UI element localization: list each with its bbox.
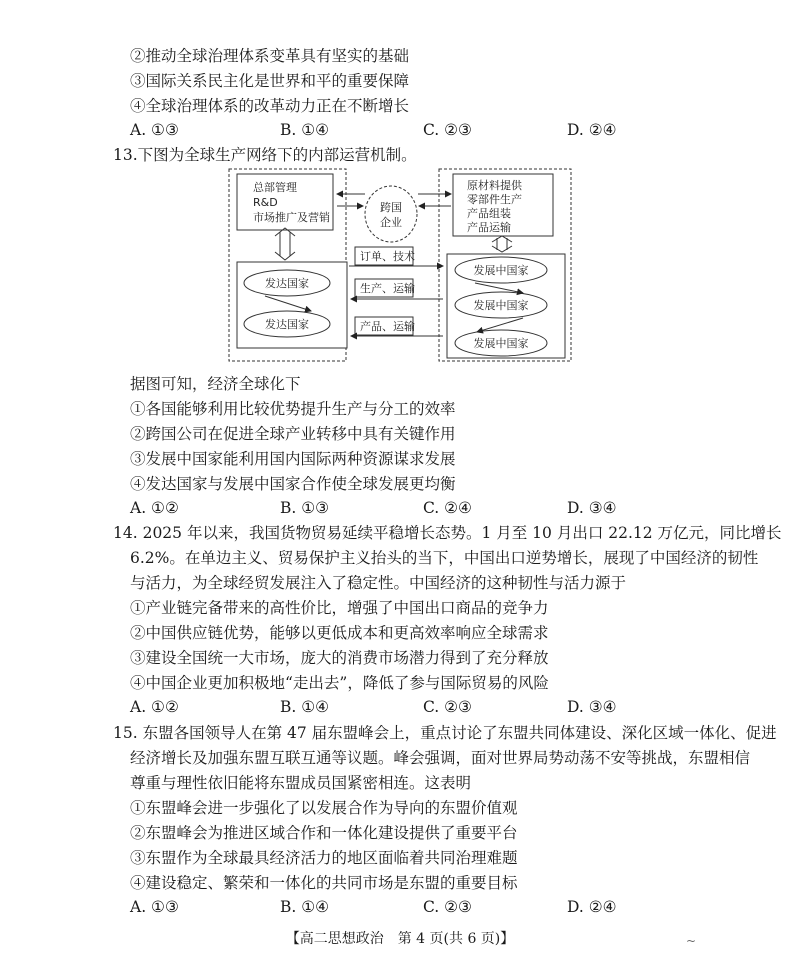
- q12-item-2: ②推动全球治理体系变革具有坚实的基础: [130, 47, 410, 65]
- q13-item-4: ④发达国家与发展中国家合作使全球发展更均衡: [130, 475, 456, 493]
- q14-option-a[interactable]: A. ①②: [130, 698, 179, 716]
- flow-label-2: 生产、运输: [360, 282, 415, 295]
- q15-stem-line-1: 15. 东盟各国领导人在第 47 届东盟峰会上，重点讨论了东盟共同体建设、深化区域一体化、促进: [113, 724, 777, 742]
- q14-option-c[interactable]: C. ②③: [423, 698, 472, 716]
- q14-stem-line-2: 6.2%。在单边主义、贸易保护主义抬头的当下，中国出口逆势增长，展现了中国经济的韧性: [130, 549, 759, 567]
- developed-label-1: 发达国家: [265, 277, 309, 290]
- flow-label-3: 产品、运输: [360, 320, 415, 333]
- q15-item-1: ①东盟峰会进一步强化了以发展合作为导向的东盟价值观: [130, 799, 518, 817]
- developing-label-2: 发展中国家: [473, 299, 529, 312]
- q13-item-2: ②跨国公司在促进全球产业转移中具有关键作用: [130, 425, 456, 443]
- q13-option-c[interactable]: C. ②④: [423, 499, 472, 517]
- q15-item-3: ③东盟作为全球最具经济活力的地区面临着共同治理难题: [130, 849, 518, 867]
- q15-option-c[interactable]: C. ②③: [423, 898, 472, 916]
- q15-options: [130, 898, 650, 918]
- q13-item-3: ③发展中国家能利用国内国际两种资源谋求发展: [130, 450, 456, 468]
- hq-line-1: 总部管理: [253, 181, 297, 194]
- q13-option-b[interactable]: B. ①③: [280, 499, 330, 517]
- mnc-ellipse: [365, 186, 417, 242]
- q15-stem-line-3: 尊重与理性依旧能将东盟成员国紧密相连。这表明: [130, 774, 472, 792]
- q15-option-a[interactable]: A. ①③: [130, 898, 179, 916]
- page-footer: 【高二思想政治 第 4 页(共 6 页)】: [285, 931, 515, 947]
- q15-stem-line-2: 经济增长及加强东盟互联互通等议题。峰会强调，面对世界局势动荡不安等挑战，东盟相信: [130, 749, 751, 767]
- q13-option-d[interactable]: D. ③④: [567, 499, 617, 517]
- hq-link-arrow: [280, 232, 290, 256]
- developing-label-1: 发展中国家: [473, 264, 529, 277]
- ops-line-1: 原材料提供: [467, 179, 522, 192]
- q12-item-3: ③国际关系民主化是世界和平的重要保障: [130, 72, 410, 90]
- hq-line-3: 市场推广及营销: [253, 211, 330, 224]
- ops-line-2: 零部件生产: [467, 193, 522, 206]
- q13-stem: 13.下图为全球生产网络下的内部运营机制。: [113, 146, 417, 164]
- q15-option-d[interactable]: D. ②④: [567, 898, 617, 916]
- q12-options: [130, 121, 650, 141]
- q14-item-2: ②中国供应链优势，能够以更低成本和更高效率响应全球需求: [130, 624, 549, 642]
- q12-option-d[interactable]: D. ②④: [567, 121, 617, 139]
- q15-item-2: ②东盟峰会为推进区域合作和一体化建设提供了重要平台: [130, 824, 518, 842]
- q13-option-a[interactable]: A. ①②: [130, 499, 179, 517]
- q14-item-3: ③建设全国统一大市场，庞大的消费市场潜力得到了充分释放: [130, 649, 549, 667]
- flow-label-1: 订单、技术: [360, 250, 415, 263]
- production-network-diagram: [225, 166, 575, 366]
- q12-option-b[interactable]: B. ①④: [280, 121, 330, 139]
- developing-label-3: 发展中国家: [473, 337, 529, 350]
- mnc-label-1: 跨国: [380, 201, 402, 214]
- q14-option-d[interactable]: D. ③④: [567, 698, 617, 716]
- q13-item-1: ①各国能够利用比较优势提升生产与分工的效率: [130, 400, 456, 418]
- q12-option-c[interactable]: C. ②③: [423, 121, 472, 139]
- q14-item-4: ④中国企业更加积极地“走出去”，降低了参与国际贸易的风险: [130, 674, 549, 692]
- q14-item-1: ①产业链完备带来的高性价比，增强了中国出口商品的竞争力: [130, 599, 549, 617]
- hq-line-2: R&D: [253, 196, 278, 209]
- q12-item-4: ④全球治理体系的改革动力正在不断增长: [130, 97, 410, 115]
- q14-stem-line-3: 与活力，为全球经贸发展注入了稳定性。中国经济的这种韧性与活力源于: [130, 574, 627, 592]
- ops-line-3: 产品组装: [467, 207, 511, 220]
- corner-mark: ~: [686, 934, 697, 948]
- q13-lead: 据图可知，经济全球化下: [130, 375, 301, 393]
- ops-line-4: 产品运输: [467, 221, 511, 234]
- mnc-label-2: 企业: [380, 216, 402, 229]
- q14-options: [130, 698, 650, 718]
- q14-option-b[interactable]: B. ①④: [280, 698, 330, 716]
- developed-label-2: 发达国家: [265, 318, 309, 331]
- q14-stem-line-1: 14. 2025 年以来，我国货物贸易延续平稳增长态势。1 月至 10 月出口 22.12 万亿元，同比增长: [113, 524, 782, 542]
- q15-option-b[interactable]: B. ①④: [280, 898, 330, 916]
- q13-options: [130, 499, 650, 519]
- q12-option-a[interactable]: A. ①③: [130, 121, 179, 139]
- q15-item-4: ④建设稳定、繁荣和一体化的共同市场是东盟的重要目标: [130, 874, 518, 892]
